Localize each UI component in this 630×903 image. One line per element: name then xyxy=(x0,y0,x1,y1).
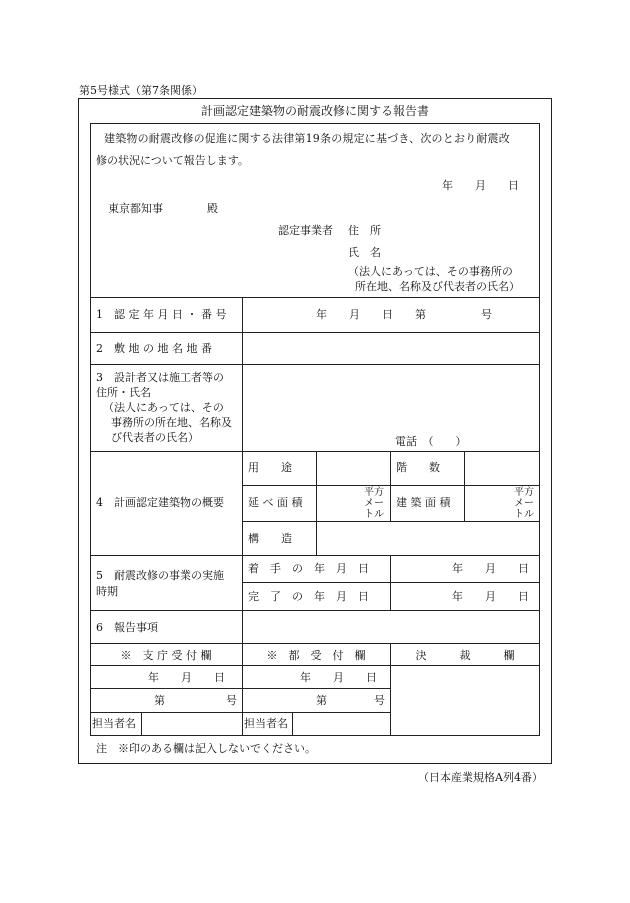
branch-date: 年 月 日 xyxy=(148,671,225,684)
intro-line-1: 建築物の耐震改修の促進に関する法律第19条の規定に基づき、次のとおり耐震改 xyxy=(104,132,510,145)
intro-line-2: 修の状況について報告します。 xyxy=(96,154,249,167)
unit-sqm-2: 平方メートル xyxy=(514,487,534,520)
corp-note-1: （法人にあっては、その事務所の xyxy=(348,265,513,278)
row3-label-2: 住所・氏名 xyxy=(96,386,151,399)
form-title: 計画認定建築物の耐震改修に関する報告書 xyxy=(200,104,429,118)
metro-date: 年 月 日 xyxy=(300,671,377,684)
metro-number-prefix: 第 xyxy=(316,694,327,707)
use-label: 用 途 xyxy=(248,461,292,474)
row2-label: 2 敷 地 の 地 名 地 番 xyxy=(96,342,212,355)
reporter-label: 認定事業者 xyxy=(278,224,333,237)
branch-reception-header: ※ 支 庁 受 付 欄 xyxy=(120,649,212,662)
metro-person-label: 担当者名 xyxy=(244,717,288,730)
row5-label-1: 5 耐震改修の事業の実施 xyxy=(96,569,224,582)
row1-value: 年 月 日 第 号 xyxy=(316,308,492,321)
row3-note-3: び代表者の氏名） xyxy=(111,431,199,444)
branch-person-label: 担当者名 xyxy=(92,717,136,730)
metro-number-suffix: 号 xyxy=(374,694,385,707)
floors-label: 階 数 xyxy=(396,461,440,474)
footer-note: 注 ※印のある欄は記入しないでください。 xyxy=(96,742,316,755)
complete-date-label: 完 了 の 年 月 日 xyxy=(248,590,369,603)
building-area-label: 建 築 面 積 xyxy=(396,496,451,509)
branch-number-prefix: 第 xyxy=(154,694,165,707)
row1-label: 1 認 定 年 月 日 ・ 番 号 xyxy=(96,308,227,321)
complete-date-value: 年 月 日 xyxy=(452,590,529,603)
row5-label-2: 時期 xyxy=(96,585,118,598)
addressee: 東京都知事 殿 xyxy=(108,202,218,215)
paper-standard: （日本産業規格A列4番） xyxy=(418,771,543,784)
corp-note-2: 所在地、名称及び代表者の氏名） xyxy=(355,280,520,293)
row3-note-2: 事務所の所在地、名称及 xyxy=(111,416,232,429)
decision-header: 決 裁 欄 xyxy=(415,649,515,662)
unit-sqm-1: 平方メートル xyxy=(364,487,384,520)
start-date-value: 年 月 日 xyxy=(452,562,529,575)
form-number: 第5号様式（第7条関係） xyxy=(79,84,203,97)
structure-label: 構 造 xyxy=(248,532,292,545)
name-label: 氏 名 xyxy=(348,246,381,259)
row6-label: 6 報告事項 xyxy=(96,621,158,634)
total-floor-area-label: 延 べ 面 積 xyxy=(248,496,303,509)
start-date-label: 着 手 の 年 月 日 xyxy=(248,562,369,575)
row4-label: 4 計画認定建築物の概要 xyxy=(96,496,224,509)
metro-reception-header: ※ 都 受 付 欄 xyxy=(266,649,366,662)
report-date: 年 月 日 xyxy=(442,179,519,192)
branch-number-suffix: 号 xyxy=(226,694,237,707)
address-label: 住 所 xyxy=(348,224,381,237)
row3-phone: 電話 （ ） xyxy=(395,435,467,448)
row3-label-1: 3 設計者又は施工者等の xyxy=(96,371,224,384)
row3-note-1: （法人にあっては、その xyxy=(103,401,224,414)
